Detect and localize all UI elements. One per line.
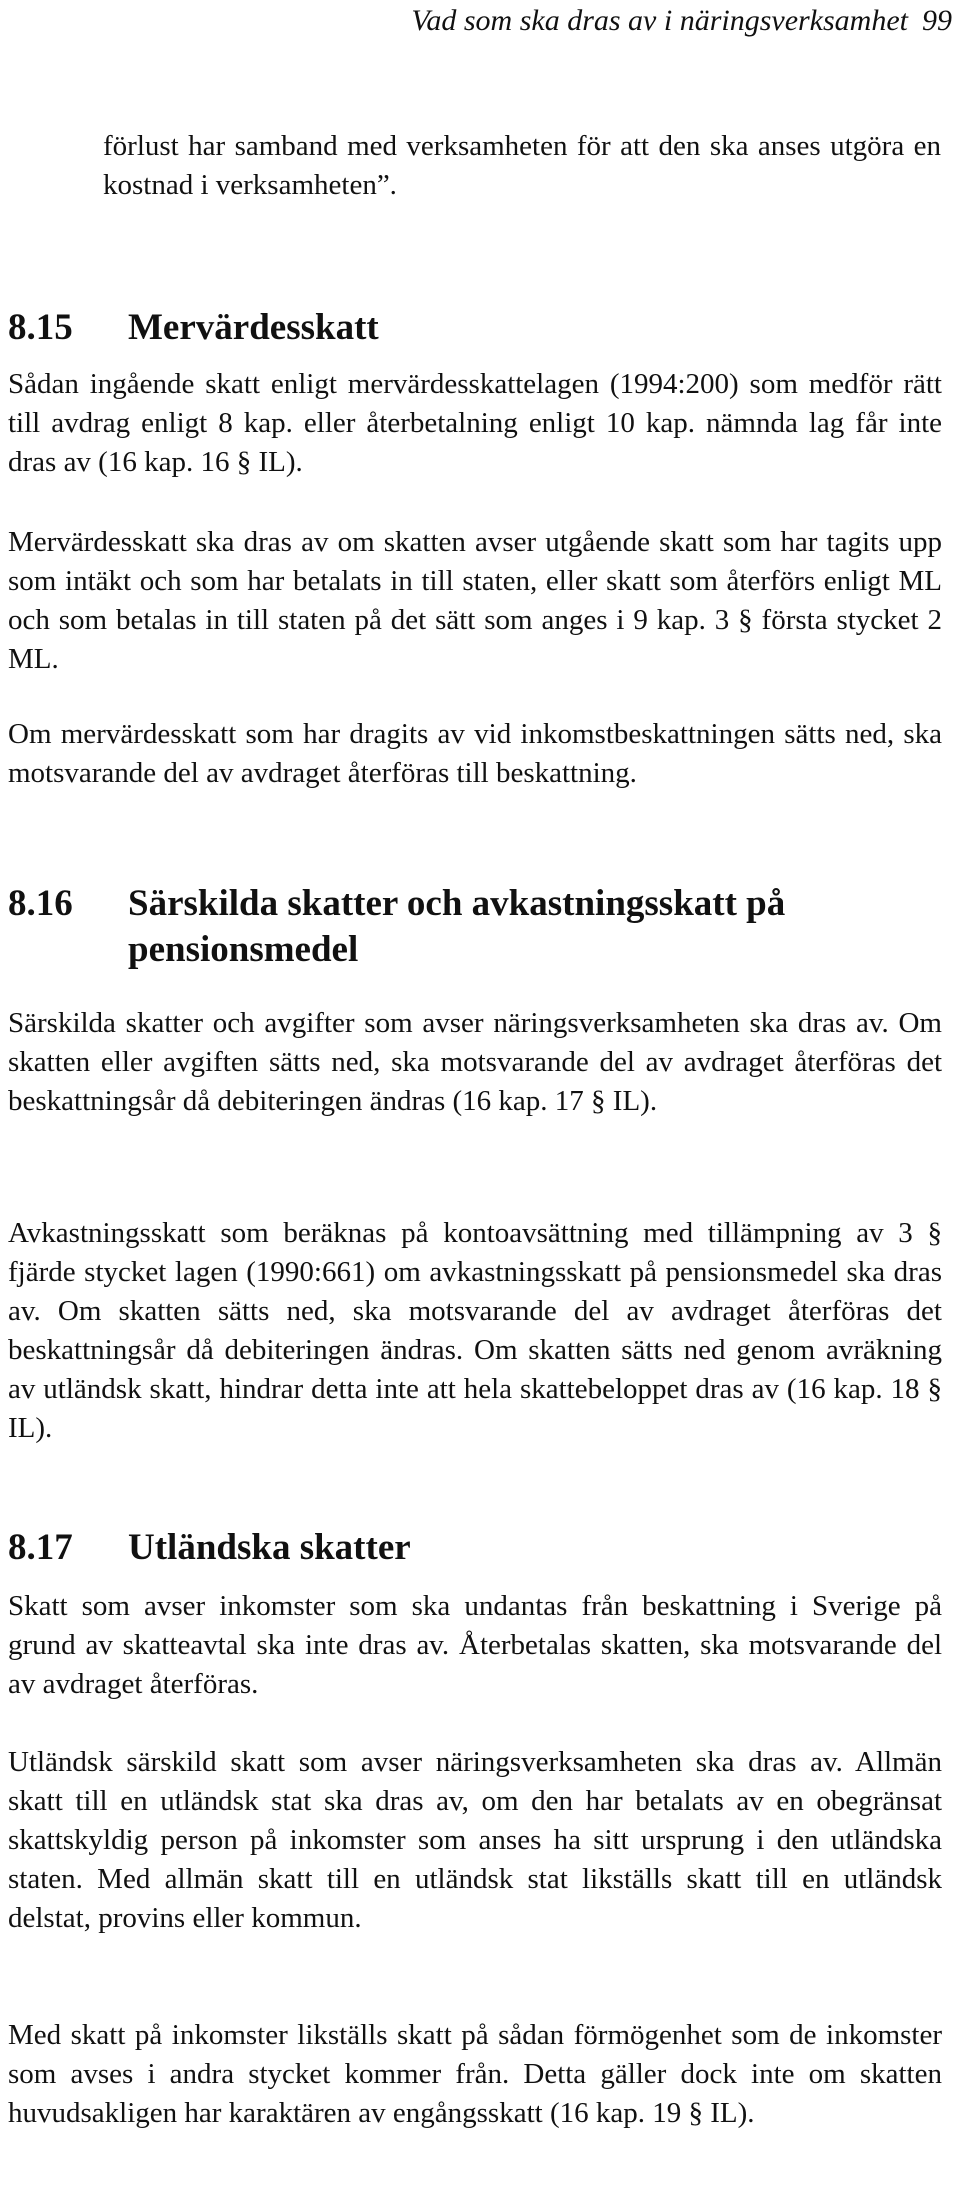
section-title: Mervärdesskatt <box>128 307 379 348</box>
running-header <box>92 2 952 40</box>
paragraph: Mervärdesskatt ska dras av om skatten avser utgående skatt som har tagits upp som intäkt och som har betalats in till staten, eller skatt som återförs enligt ML och som betalas in till staten på det sätt som anges i 9 kap. 3 § första stycket 2 ML. <box>8 526 942 675</box>
section-title: Utländska skatter <box>128 1527 411 1568</box>
intro-paragraph: förlust har samband med verksamheten för att den ska anses utgöra en kostnad i verksamheten”. <box>103 130 941 201</box>
section-number: 8.17 <box>8 1527 73 1568</box>
paragraph: Skatt som avser inkomster som ska undantas från beskattning i Sverige på grund av skatteavtal ska inte dras av. Återbetalas skatten, ska motsvarande del av avdraget återföras. <box>8 1590 942 1700</box>
paragraph: Sådan ingående skatt enligt mervärdesskattelagen (1994:200) som medför rätt till avdrag enligt 8 kap. eller återbetalning enligt 10 kap. nämnda lag får inte dras av (16 kap. 16 § IL). <box>8 368 942 478</box>
section-heading-8-16 <box>8 881 948 973</box>
paragraph: Särskilda skatter och avgifter som avser näringsverksamheten ska dras av. Om skatten eller avgiften sätts ned, ska motsvarande del av avdraget återföras det beskattningsår då debiteringen ändras (16 kap. 17 § IL). <box>8 1007 942 1117</box>
paragraph: Om mervärdesskatt som har dragits av vid inkomstbeskattningen sätts ned, ska motsvarande del av avdraget återföras till beskattning. <box>8 718 942 789</box>
section-title: Särskilda skatter och avkastningsskatt på pensionsmedel <box>128 883 786 970</box>
paragraph: Med skatt på inkomster likställs skatt på sådan förmögenhet som de inkomster som avses i andra stycket kommer från. Detta gäller dock inte om skatten huvudsakligen har karaktären av engångsskatt (16 kap. 19 § IL). <box>8 2019 942 2129</box>
section-heading-8-15 <box>8 305 948 351</box>
paragraph: Utländsk särskild skatt som avser näringsverksamheten ska dras av. Allmän skatt till en utländsk stat ska dras av, om den har betalats av en obegränsat skattskyldig person på inkomster som anses ha sitt ursprung i den utländska staten. Med allmän skatt till en utländsk stat likställs skatt till en utländsk delstat, provins eller kommun. <box>8 1746 942 1934</box>
section-number: 8.16 <box>8 883 73 924</box>
section-heading-8-17 <box>8 1525 948 1571</box>
page-number: 99 <box>922 4 952 37</box>
running-title: Vad som ska dras av i näringsverksamhet <box>411 4 908 37</box>
paragraph: Avkastningsskatt som beräknas på kontoavsättning med tillämpning av 3 § fjärde stycket lagen (1990:661) om avkastningsskatt på pensionsmedel ska dras av. Om skatten sätts ned, ska motsvarande del av avdraget återföras det beskattningsår då debiteringen ändras. Om skatten sätts ned genom avräkning av utländsk skatt, hindrar detta inte att hela skattebeloppet dras av (16 kap. 18 § IL). <box>8 1217 942 1444</box>
section-number: 8.15 <box>8 307 73 348</box>
